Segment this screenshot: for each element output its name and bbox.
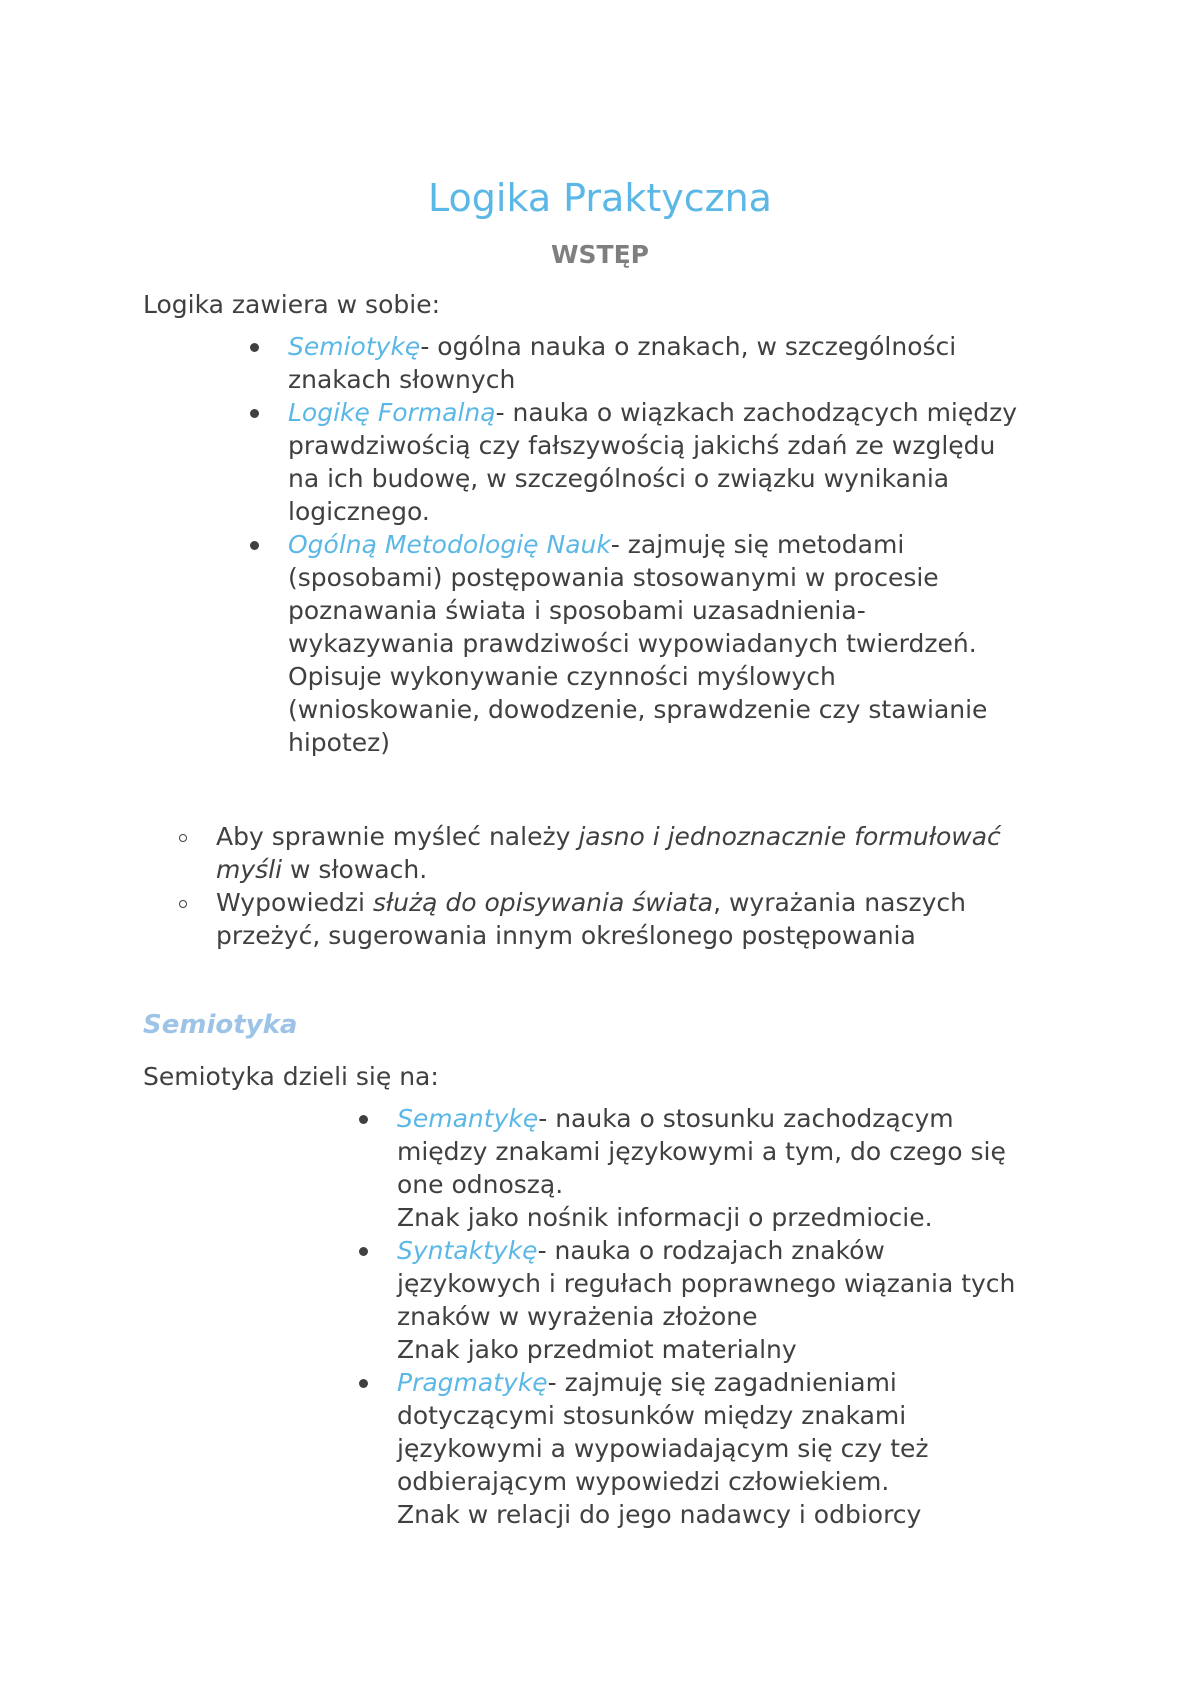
list-item-term: Semantykę (397, 1104, 539, 1133)
list-item: Ogólną Metodologię Nauk- zajmuję się metodami (sposobami) postępowania stosowanymi w procesie poznawania świata i sposobami uzasadnienia- wykazywania prawdziwości wypowiadanych twierdzeń. Opisuje wykonywanie czynności myślowych (wnioskowanie, dowodzenie, sprawdzenie czy stawianie hipotez) (288, 528, 1017, 759)
circle-bullet-icon (179, 900, 187, 908)
list-item: Syntaktykę- nauka o rodzajach znaków językowych i regułach poprawnego wiązania tych znaków w wyrażenia złożone Znak jako przedmiot materialny (397, 1234, 1015, 1366)
circle-bullet-icon (179, 834, 187, 842)
bullet-icon (359, 1379, 368, 1388)
list-item-term: Semiotykę (288, 332, 421, 361)
list-item-term: Ogólną Metodologię Nauk (288, 530, 611, 559)
bullet-icon (359, 1247, 368, 1256)
logic-list (288, 330, 1017, 759)
list-item: Semiotykę- ogólna nauka o znakach, w szczególności znakach słownych (288, 330, 1017, 396)
list-item: Aby sprawnie myśleć należy jasno i jednoznacznie formułować myśli w słowach. (216, 820, 1001, 886)
list-item-term: Logikę Formalną (288, 398, 496, 427)
list-item: Wypowiedzi służą do opisywania świata, wyrażania naszych przeżyć, sugerowania innym określonego postępowania (216, 886, 1001, 952)
semiotics-list (397, 1102, 1015, 1531)
bullet-icon (359, 1115, 368, 1124)
list-item-term: Pragmatykę (397, 1368, 548, 1397)
bullet-icon (250, 343, 259, 352)
notes-list (216, 820, 1001, 952)
intro-text: Logika zawiera w sobie: (143, 290, 440, 319)
page-subtitle: WSTĘP (550, 240, 650, 269)
page-title: Logika Praktyczna (428, 176, 772, 220)
bullet-icon (250, 541, 259, 550)
section-intro: Semiotyka dzieli się na: (143, 1062, 439, 1091)
list-item: Pragmatykę- zajmuję się zagadnieniami dotyczącymi stosunków między znakami językowymi a wypowiadającym się czy też odbierającym wypowiedzi człowiekiem. Znak w relacji do jego nadawcy i odbiorcy (397, 1366, 1015, 1531)
list-item-term: Syntaktykę (397, 1236, 538, 1265)
list-item: Semantykę- nauka o stosunku zachodzącym między znakami językowymi a tym, do czego się one odnoszą. Znak jako nośnik informacji o przedmiocie. (397, 1102, 1015, 1234)
section-heading: Semiotyka (143, 1010, 298, 1040)
list-item: Logikę Formalną- nauka o wiązkach zachodzących między prawdziwością czy fałszywością jakichś zdań ze względu na ich budowę, w szczególności o związku wynikania logicznego. (288, 396, 1017, 528)
bullet-icon (250, 409, 259, 418)
